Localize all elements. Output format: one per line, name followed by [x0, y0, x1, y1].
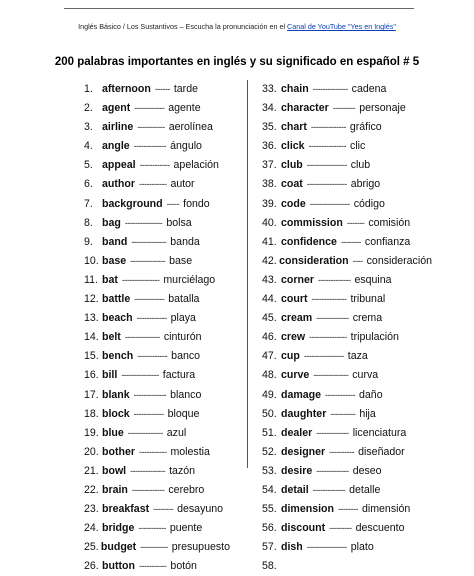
separator-dashes: ------------: [136, 313, 167, 324]
english-word: bowl: [102, 464, 127, 477]
entry-number: 1.: [84, 83, 93, 95]
entry-number: 22.: [84, 483, 99, 496]
entry-number: 49.: [262, 388, 277, 401]
entry-number: 47.: [262, 350, 277, 363]
spanish-translation: cerebro: [168, 483, 205, 496]
entry-number: 51.: [262, 426, 277, 439]
separator-dashes: -------------: [312, 484, 346, 495]
word-entry: [84, 386, 230, 405]
entry-number: 14.: [84, 331, 99, 344]
left-word-list: [84, 80, 230, 576]
word-entry: [262, 80, 432, 99]
page-header: [0, 22, 474, 31]
word-entry: [262, 309, 432, 328]
spanish-translation: gráfico: [349, 121, 382, 134]
spanish-translation: cadena: [351, 83, 387, 95]
separator-dashes: ---------------: [309, 332, 347, 343]
english-word: block: [102, 407, 130, 420]
english-word: discount: [281, 522, 326, 535]
english-word: desire: [281, 464, 313, 477]
entry-number: 6.: [84, 178, 93, 191]
entry-number: 23.: [84, 503, 99, 516]
english-word: afternoon: [102, 83, 151, 95]
english-word: damage: [281, 388, 322, 401]
entry-number: 33.: [262, 83, 277, 95]
entry-number: 4.: [84, 140, 93, 153]
entry-number: 25.: [84, 541, 99, 554]
spanish-translation: presupuesto: [171, 541, 230, 554]
separator-dashes: ------------: [133, 408, 164, 419]
separator-dashes: ---------------: [121, 370, 159, 381]
english-word: coat: [281, 178, 303, 191]
entry-number: 57.: [262, 541, 277, 554]
separator-dashes: -------------: [131, 484, 165, 495]
entry-number: 10.: [84, 254, 99, 267]
separator-dashes: -----------: [138, 179, 167, 190]
word-entry: [84, 347, 230, 366]
english-word: consideration: [279, 254, 349, 267]
separator-dashes: ------------: [134, 294, 165, 305]
separator-dashes: ---------: [329, 523, 352, 534]
word-entry: [84, 309, 230, 328]
word-entry: [84, 118, 230, 137]
separator-dashes: -----------: [137, 122, 165, 133]
spanish-translation: murciélago: [163, 273, 216, 286]
separator-dashes: --------: [337, 504, 358, 515]
spanish-translation: hija: [359, 407, 376, 420]
english-word: code: [281, 197, 306, 210]
entry-number: 56.: [262, 522, 277, 535]
word-entry: [84, 366, 230, 385]
column-divider: [247, 80, 248, 468]
spanish-translation: confianza: [364, 235, 411, 248]
entry-number: 18.: [84, 407, 99, 420]
spanish-translation: tribunal: [350, 293, 386, 306]
separator-dashes: --------------: [313, 370, 349, 381]
entry-number: 44.: [262, 293, 277, 306]
word-entry: [262, 481, 432, 500]
entry-number: 43.: [262, 273, 277, 286]
word-entry: [84, 443, 230, 462]
spanish-translation: factura: [162, 369, 196, 382]
entry-number: 48.: [262, 369, 277, 382]
entry-number: 46.: [262, 331, 277, 344]
spanish-translation: banda: [170, 235, 200, 248]
spanish-translation: deseo: [352, 464, 382, 477]
entry-number: 2.: [84, 102, 93, 115]
right-word-list: [262, 80, 432, 576]
spanish-translation: consideración: [366, 254, 432, 267]
english-word: club: [281, 159, 303, 172]
separator-dashes: --------: [340, 236, 361, 247]
spanish-translation: ángulo: [170, 140, 202, 153]
word-entry: [84, 557, 230, 576]
entry-number: 36.: [262, 140, 277, 153]
word-entry: [84, 328, 230, 347]
separator-dashes: --------------: [131, 236, 167, 247]
word-entry: [84, 156, 230, 175]
spanish-translation: descuento: [355, 522, 405, 535]
word-entry: [262, 156, 432, 175]
separator-dashes: -----: [166, 198, 180, 209]
spanish-translation: azul: [166, 426, 187, 439]
word-entry: [262, 538, 432, 557]
separator-dashes: --------------: [310, 122, 346, 133]
word-entry: [262, 137, 432, 156]
word-entry: [84, 290, 230, 309]
spanish-translation: tripulación: [350, 331, 399, 344]
word-entry: [262, 462, 432, 481]
english-word: author: [102, 178, 135, 191]
entry-number: 38.: [262, 178, 277, 191]
word-entry: [262, 443, 432, 462]
spanish-translation: molestia: [170, 445, 210, 458]
spanish-translation: autor: [170, 178, 195, 191]
separator-dashes: ------------: [325, 389, 356, 400]
separator-dashes: ---------------: [121, 274, 160, 285]
separator-dashes: -------------: [316, 313, 349, 324]
separator-dashes: ----: [352, 255, 363, 266]
word-entry: [84, 462, 230, 481]
separator-dashes: --------------: [311, 294, 347, 305]
english-word: confidence: [281, 235, 337, 248]
english-word: bench: [102, 350, 134, 363]
separator-dashes: --------------: [130, 465, 166, 476]
english-word: blue: [102, 426, 124, 439]
spanish-translation: curva: [352, 369, 379, 382]
english-word: angle: [102, 140, 130, 153]
spanish-translation: esquina: [354, 273, 392, 286]
word-entry: [262, 519, 432, 538]
separator-dashes: ----------: [329, 446, 355, 457]
english-word: crew: [281, 331, 306, 344]
entry-number: 39.: [262, 197, 277, 210]
separator-dashes: ------------: [134, 103, 165, 114]
word-entry: [262, 424, 432, 443]
separator-dashes: -----------: [140, 542, 168, 553]
entry-number: 3.: [84, 121, 93, 134]
english-word: bag: [102, 216, 121, 229]
word-entry: [262, 233, 432, 252]
spanish-translation: licenciatura: [352, 426, 407, 439]
english-word: battle: [102, 293, 131, 306]
english-word: background: [102, 197, 163, 210]
spanish-translation: dimensión: [361, 503, 411, 516]
entry-number: 45.: [262, 312, 277, 325]
english-word: agent: [102, 102, 131, 115]
entry-number: 17.: [84, 388, 99, 401]
word-entry: [262, 195, 432, 214]
spanish-translation: club: [350, 159, 371, 172]
word-entry: [84, 538, 230, 557]
separator-dashes: --------------: [312, 84, 348, 94]
word-entry: [84, 519, 230, 538]
entry-number: 34.: [262, 102, 277, 115]
separator-dashes: -------------: [133, 141, 167, 152]
english-word: daughter: [281, 407, 327, 420]
spanish-translation: personaje: [359, 102, 406, 115]
separator-dashes: ------------: [137, 351, 168, 362]
english-word: chart: [281, 121, 307, 134]
entry-number: 8.: [84, 216, 93, 229]
word-entry: [84, 424, 230, 443]
english-word: cream: [281, 312, 313, 325]
english-word: beach: [102, 312, 133, 325]
english-word: blank: [102, 388, 130, 401]
word-entry: [262, 366, 432, 385]
spanish-translation: playa: [170, 312, 196, 325]
entry-number: 9.: [84, 235, 93, 248]
spanish-translation: cinturón: [163, 331, 202, 344]
word-entry: [262, 99, 432, 118]
entry-number: 50.: [262, 407, 277, 420]
word-entry: [262, 252, 432, 271]
spanish-translation: desayuno: [177, 503, 224, 516]
youtube-channel-link[interactable]: Canal de YouTube "Yes en Inglés": [287, 22, 396, 31]
word-entry: [262, 214, 432, 233]
entry-number: 41.: [262, 235, 277, 248]
spanish-translation: aerolínea: [168, 121, 213, 134]
word-entry: [84, 214, 230, 233]
separator-dashes: --------: [153, 504, 174, 515]
english-word: brain: [102, 483, 128, 496]
english-word: chain: [281, 83, 309, 95]
english-word: airline: [102, 121, 134, 134]
english-word: base: [102, 254, 127, 267]
spanish-translation: tazón: [169, 464, 196, 477]
english-word: band: [102, 235, 128, 248]
english-word: dealer: [281, 426, 313, 439]
word-entry: [84, 252, 230, 271]
separator-dashes: -------------: [133, 389, 167, 400]
separator-dashes: -----------: [138, 446, 167, 457]
spanish-translation: crema: [352, 312, 383, 325]
entry-number: 5.: [84, 159, 93, 172]
entry-number: 7.: [84, 197, 93, 210]
separator-dashes: ----------------: [306, 179, 347, 190]
word-entry: [84, 195, 230, 214]
english-word: curve: [281, 369, 310, 382]
spanish-translation: plato: [350, 541, 374, 554]
entry-number: 26.: [84, 560, 99, 573]
word-entry: [262, 118, 432, 137]
entry-number: 58.: [262, 560, 277, 573]
word-entry: [262, 557, 432, 576]
entry-number: 54.: [262, 483, 277, 496]
word-entry: [84, 99, 230, 118]
entry-number: 40.: [262, 216, 277, 229]
separator-dashes: --------------: [130, 255, 166, 266]
separator-dashes: -------------: [316, 427, 349, 438]
header-text: Inglés Básico / Los Sustantivos – Escucha la pronunciación en el: [78, 22, 288, 31]
word-entry: [262, 500, 432, 519]
spanish-translation: banco: [171, 350, 201, 363]
word-entry: [84, 481, 230, 500]
word-entry: [262, 271, 432, 290]
entry-number: 13.: [84, 312, 99, 325]
spanish-translation: bloque: [167, 407, 200, 420]
spanish-translation: daño: [359, 388, 383, 401]
spanish-translation: apelación: [173, 159, 219, 172]
entry-number: 16.: [84, 369, 99, 382]
word-entry: [262, 175, 432, 194]
english-word: appeal: [102, 159, 136, 172]
entry-number: 24.: [84, 522, 99, 535]
spanish-translation: blanco: [170, 388, 202, 401]
entry-number: 12.: [84, 293, 99, 306]
english-word: breakfast: [102, 503, 150, 516]
separator-dashes: -------: [346, 217, 365, 228]
entry-number: 42.: [262, 254, 277, 267]
word-entry: [262, 347, 432, 366]
separator-dashes: ----------------: [309, 198, 350, 209]
spanish-translation: taza: [347, 350, 368, 363]
english-word: bill: [102, 369, 118, 382]
separator-dashes: -------------: [317, 274, 351, 285]
word-entry: [262, 328, 432, 347]
separator-dashes: --------------: [124, 332, 160, 343]
spanish-translation: bolsa: [166, 216, 192, 229]
spanish-translation: clic: [350, 140, 366, 153]
english-word: budget: [100, 541, 137, 554]
english-word: cup: [281, 350, 300, 363]
spanish-translation: botón: [170, 560, 197, 573]
word-entry: [84, 405, 230, 424]
english-word: court: [281, 293, 308, 306]
spanish-translation: comisión: [368, 216, 411, 229]
spanish-translation: batalla: [168, 293, 200, 306]
spanish-translation: tarde: [173, 83, 198, 95]
spanish-translation: agente: [168, 102, 201, 115]
english-word: bother: [102, 445, 135, 458]
english-word: corner: [281, 273, 314, 286]
entry-number: 11.: [84, 273, 98, 286]
word-entry: [262, 405, 432, 424]
separator-dashes: ----------------: [306, 160, 347, 171]
spanish-translation: puente: [169, 522, 203, 535]
separator-dashes: ---------------: [124, 217, 163, 228]
separator-dashes: -----------: [138, 523, 166, 534]
separator-dashes: ------: [154, 84, 170, 94]
entry-number: 55.: [262, 503, 277, 516]
separator-dashes: ----------: [330, 408, 356, 419]
word-entry: [84, 137, 230, 156]
word-entry: [262, 386, 432, 405]
english-word: dimension: [281, 503, 334, 516]
spanish-translation: base: [169, 254, 193, 267]
entry-number: 53.: [262, 464, 277, 477]
english-word: commission: [281, 216, 343, 229]
english-word: click: [281, 140, 305, 153]
entry-number: 37.: [262, 159, 277, 172]
entry-number: 35.: [262, 121, 277, 134]
entry-number: 21.: [84, 464, 99, 477]
spanish-translation: diseñador: [358, 445, 405, 458]
separator-dashes: ---------: [332, 103, 356, 114]
separator-dashes: ----------------: [303, 351, 344, 362]
entry-number: 20.: [84, 445, 99, 458]
page-title: 200 palabras importantes en inglés y su significado en español # 5: [54, 56, 420, 68]
separator-dashes: -----------: [138, 561, 167, 572]
word-entry: [84, 500, 230, 519]
separator-dashes: ------------: [139, 160, 170, 171]
word-entry: [262, 290, 432, 309]
word-entry: [84, 233, 230, 252]
spanish-translation: fondo: [183, 197, 210, 210]
english-word: bridge: [102, 522, 135, 535]
word-entry: [84, 80, 230, 99]
spanish-translation: abrigo: [350, 178, 381, 191]
top-rule: [64, 8, 414, 9]
english-word: button: [102, 560, 135, 573]
entry-number: 15.: [84, 350, 99, 363]
separator-dashes: ---------------: [308, 141, 347, 152]
entry-number: 52.: [262, 445, 277, 458]
spanish-translation: detalle: [349, 483, 381, 496]
spanish-translation: código: [353, 197, 385, 210]
word-entry: [84, 271, 230, 290]
word-entry: [84, 175, 230, 194]
english-word: detail: [281, 483, 309, 496]
english-word: belt: [102, 331, 121, 344]
separator-dashes: ----------------: [306, 542, 347, 553]
english-word: character: [281, 102, 329, 115]
english-word: bat: [102, 273, 118, 286]
english-word: designer: [281, 445, 326, 458]
separator-dashes: -------------: [316, 465, 349, 476]
entry-number: 19.: [84, 426, 99, 439]
separator-dashes: --------------: [127, 427, 163, 438]
english-word: dish: [281, 541, 303, 554]
